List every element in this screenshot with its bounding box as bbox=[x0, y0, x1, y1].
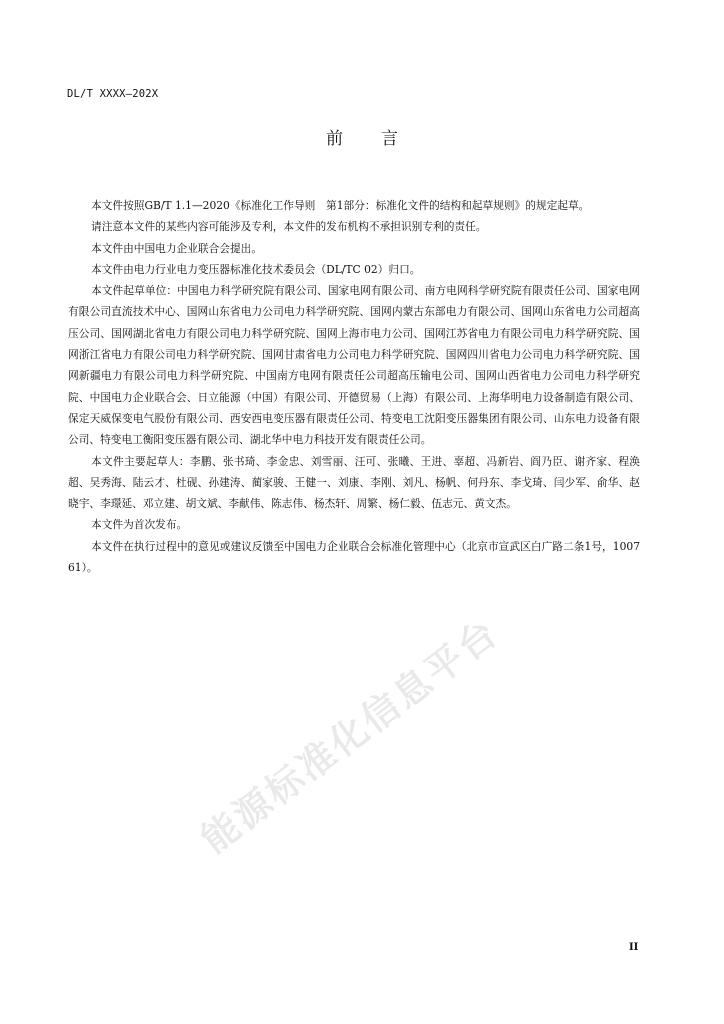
section-title: 前言 bbox=[326, 129, 436, 149]
paragraph-drafting-organizations: 本文件起草单位：中国电力科学研究院有限公司、国家电网有限公司、南方电网科学研究院有限责任公司、国家电网有限公司直流技术中心、国网山东省电力公司电力科学研究院、国网内蒙古东部电力有限公司、国网山东省电力公司超高压公司、国网湖北省电力有限公司电力科学研究院、国网上海市电力公司、国网江苏省电力有限公司电力科学研究院、国网浙江省电力有限公司电力科学研究院、国网甘肃省电力公司电力科学研究院、国网四川省电力公司电力科学研究院、国网新疆电力有限公司电力科学研究院、中国南方电网有限责任公司超高压输电公司、国网山西省电力公司电力科学研究院、中国电力企业联合会、日立能源（中国）有限公司、开德贸易（上海）有限公司、上海华明电力设备制造有限公司、保定天威保变电气股份有限公司、西安西电变压器有限责任公司、特变电工沈阳变压器集团有限公司、山东电力设备有限公司、特变电工衡阳变压器有限公司、湖北华中电力科技开发有限责任公司。 bbox=[68, 284, 640, 447]
paragraph-patent-notice: 请注意本文件的某些内容可能涉及专利，本文件的发布机构不承担识别专利的责任。 bbox=[91, 220, 487, 234]
paragraph-governing-committee: 本文件由电力行业电力变压器标准化技术委员会（DL/TC 02）归口。 bbox=[91, 262, 421, 276]
page-number: II bbox=[629, 942, 639, 953]
paragraph-first-release: 本文件为首次发布。 bbox=[91, 518, 188, 532]
paragraph-drafters: 本文件主要起草人：李鹏、张书琦、李金忠、刘雪丽、汪可、张曦、王进、辜超、冯新岩、阎乃臣、谢齐家、程涣超、吴秀海、陆云才、杜砚、孙建涛、蔺家骏、王健一、刘康、李刚、刘凡、杨帆、何丹东、李戈琦、闫少军、俞华、赵晓宇、李璟延、邓立建、胡文斌、李献伟、陈志伟、杨杰轩、周繁、杨仁毅、伍志元、黄文杰。 bbox=[68, 454, 640, 511]
document-code: DL/T XXXX—202X bbox=[67, 88, 159, 100]
foreword-body bbox=[68, 195, 640, 578]
paragraph-proposer: 本文件由中国电力企业联合会提出。 bbox=[91, 241, 263, 255]
watermark: 能源标准化信息平台 bbox=[193, 610, 507, 862]
paragraph-drafting-rules: 本文件按照GB/T 1.1—2020《标准化工作导则 第1部分：标准化文件的结构和起草规则》的规定起草。 bbox=[91, 199, 590, 212]
paragraph-feedback: 本文件在执行过程中的意见或建议反馈至中国电力企业联合会标准化管理中心（北京市宣武区白广路二条1号，100761）。 bbox=[68, 539, 640, 575]
